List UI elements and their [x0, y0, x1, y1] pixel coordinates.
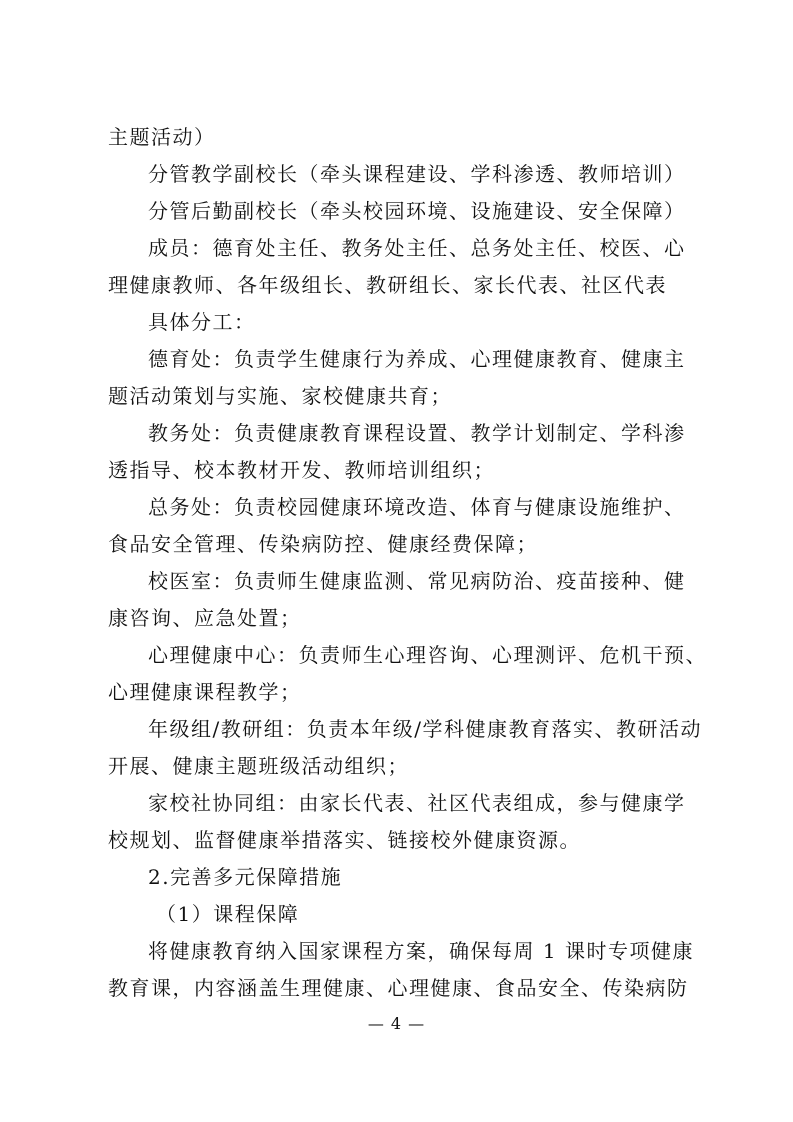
text-line: 分管教学副校长（牵头课程建设、学科渗透、教师培训） — [148, 162, 686, 186]
text-line: 教育课，内容涵盖生理健康、心理健康、食品安全、传染病防 — [108, 976, 689, 1000]
text-line: 透指导、校本教材开发、教师培训组织； — [108, 458, 495, 482]
page-number: — 4 — — [367, 1014, 426, 1033]
subsection-heading: （1）课程保障 — [156, 902, 300, 926]
text-line: 年级组/教研组：负责本年级/学科健康教育落实、教研活动 — [148, 717, 702, 741]
text-line: 康咨询、应急处置； — [108, 606, 302, 630]
text-line: 题活动策划与实施、家校健康共育； — [108, 384, 452, 408]
text-line: 具体分工： — [148, 310, 256, 334]
text-line: 校规划、监督健康举措落实、链接校外健康资源。 — [108, 828, 581, 852]
text-line: 食品安全管理、传染病防控、健康经费保障； — [108, 532, 538, 556]
text-line: 理健康教师、各年级组长、教研组长、家长代表、社区代表 — [108, 273, 667, 297]
text-line: 成员：德育处主任、教务处主任、总务处主任、校医、心 — [148, 236, 686, 260]
text-line: 心理健康中心：负责师生心理咨询、心理测评、危机干预、 — [148, 643, 707, 667]
text-line: 主题活动） — [108, 125, 216, 149]
text-line: 校医室：负责师生健康监测、常见病防治、疫苗接种、健 — [148, 569, 686, 593]
text-line: 分管后勤副校长（牵头校园环境、设施建设、安全保障） — [148, 199, 686, 223]
text-line: 家校社协同组：由家长代表、社区代表组成，参与健康学 — [148, 791, 686, 815]
text-line: 德育处：负责学生健康行为养成、心理健康教育、健康主 — [148, 347, 686, 371]
text-line: 将健康教育纳入国家课程方案，确保每周 1 课时专项健康 — [148, 939, 694, 963]
text-line: 总务处：负责校园健康环境改造、体育与健康设施维护、 — [148, 495, 686, 519]
text-line: 心理健康课程教学； — [108, 680, 302, 704]
section-heading: 2.完善多元保障措施 — [148, 865, 343, 889]
text-line: 教务处：负责健康教育课程设置、教学计划制定、学科渗 — [148, 421, 686, 445]
text-line: 开展、健康主题班级活动组织； — [108, 754, 409, 778]
